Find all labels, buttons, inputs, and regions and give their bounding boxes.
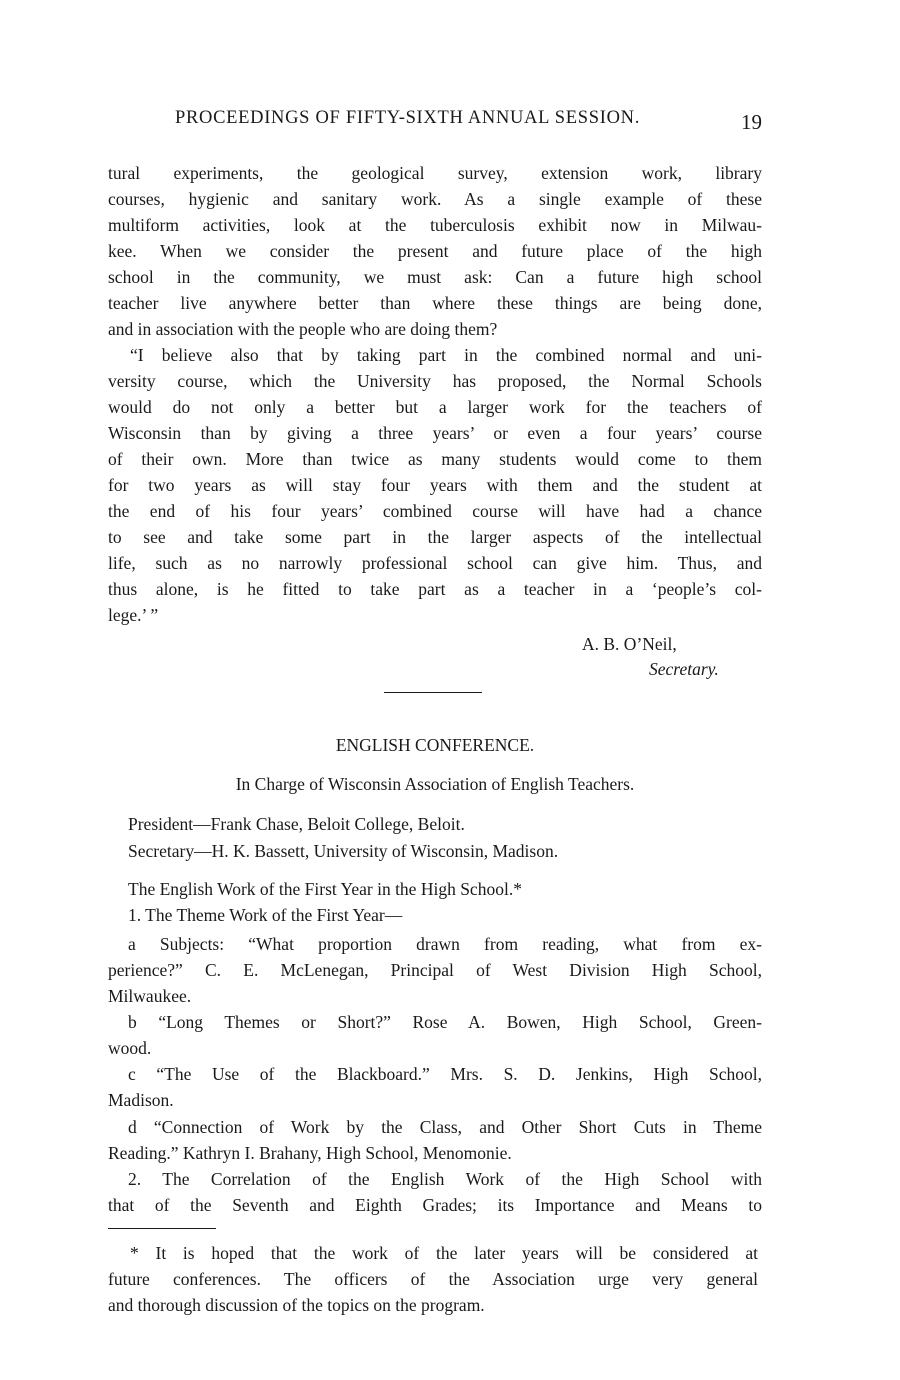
- text-line: and thorough discussion of the topics on the program.: [108, 1295, 485, 1315]
- footnote-rule: [108, 1228, 216, 1229]
- text-line: future conferences. The officers of the Association urge very general: [108, 1269, 758, 1289]
- text-line: versity course, which the University has proposed, the Normal Schools: [108, 371, 762, 391]
- text-line: Milwaukee.: [108, 986, 192, 1006]
- text-line: school in the community, we must ask: Can a future high school: [108, 267, 762, 287]
- program-item-d: [108, 1114, 762, 1166]
- text-line: kee. When we consider the present and future place of the high: [108, 241, 762, 261]
- program-item-a: [108, 931, 762, 1009]
- text-line: life, such as no narrowly professional school can give him. Thus, and: [108, 553, 762, 573]
- text-line: thus alone, is he fitted to take part as a teacher in a ‘people’s col-: [108, 579, 762, 599]
- text-line: multiform activities, look at the tuberculosis exhibit now in Milwau-: [108, 215, 762, 235]
- program-title: The English Work of the First Year in the High School.*: [128, 879, 522, 899]
- footnote: [108, 1240, 758, 1318]
- secretary-line: Secretary—H. K. Bassett, University of Wisconsin, Madison.: [128, 841, 559, 861]
- running-title: PROCEEDINGS OF FIFTY-SIXTH ANNUAL SESSION.: [175, 108, 641, 128]
- text-line: that of the Seventh and Eighth Grades; its Importance and Means to: [108, 1195, 762, 1215]
- text-line: wood.: [108, 1038, 152, 1058]
- text-line: d “Connection of Work by the Class, and Other Short Cuts in Theme: [128, 1117, 762, 1137]
- page-number: 19: [741, 110, 762, 134]
- text-line: and in association with the people who are doing them?: [108, 319, 498, 339]
- text-line: 2. The Correlation of the English Work of the High School with: [128, 1169, 762, 1189]
- president-line: President—Frank Chase, Beloit College, Beloit.: [128, 814, 465, 834]
- signature-name: A. B. O’Neil,: [582, 634, 677, 654]
- text-line: of their own. More than twice as many students would come to them: [108, 449, 762, 469]
- program-item-2: [108, 1166, 762, 1218]
- program-item-c: [108, 1061, 762, 1113]
- text-line: the end of his four years’ combined course will have had a chance: [108, 501, 762, 521]
- running-head: [108, 106, 762, 136]
- text-line: c “The Use of the Blackboard.” Mrs. S. D. Jenkins, High School,: [128, 1064, 762, 1084]
- text-line: “I believe also that by taking part in the combined normal and uni-: [130, 345, 762, 365]
- text-line: a Subjects: “What proportion drawn from reading, what from ex-: [128, 934, 762, 954]
- text-line: perience?” C. E. McLenegan, Principal of West Division High School,: [108, 960, 762, 980]
- section-divider: [384, 692, 482, 693]
- conference-heading: ENGLISH CONFERENCE.: [335, 735, 535, 755]
- text-line: b “Long Themes or Short?” Rose A. Bowen, High School, Green-: [128, 1012, 762, 1032]
- program-item-b: [108, 1009, 762, 1061]
- in-charge-line: In Charge of Wisconsin Association of English Teachers.: [235, 774, 635, 794]
- text-line: Wisconsin than by giving a three years’ or even a four years’ course: [108, 423, 762, 443]
- text-line: would do not only a better but a larger work for the teachers of: [108, 397, 762, 417]
- text-line: for two years as will stay four years with them and the student at: [108, 475, 762, 495]
- text-line: to see and take some part in the larger aspects of the intellectual: [108, 527, 762, 547]
- text-line: Reading.” Kathryn I. Brahany, High School, Menomonie.: [108, 1143, 512, 1163]
- text-line: teacher live anywhere better than where these things are being done,: [108, 293, 762, 313]
- text-line: lege.’ ”: [108, 605, 159, 625]
- text-line: Madison.: [108, 1090, 174, 1110]
- quoted-paragraph: [108, 342, 762, 628]
- text-line: courses, hygienic and sanitary work. As a single example of these: [108, 189, 762, 209]
- text-line: tural experiments, the geological survey, extension work, library: [108, 163, 762, 183]
- paragraph-continuation: [108, 160, 762, 342]
- text-line: * It is hoped that the work of the later years will be considered at: [130, 1243, 758, 1263]
- signature-title: Secretary.: [649, 659, 719, 679]
- program-item-1: 1. The Theme Work of the First Year—: [128, 905, 403, 925]
